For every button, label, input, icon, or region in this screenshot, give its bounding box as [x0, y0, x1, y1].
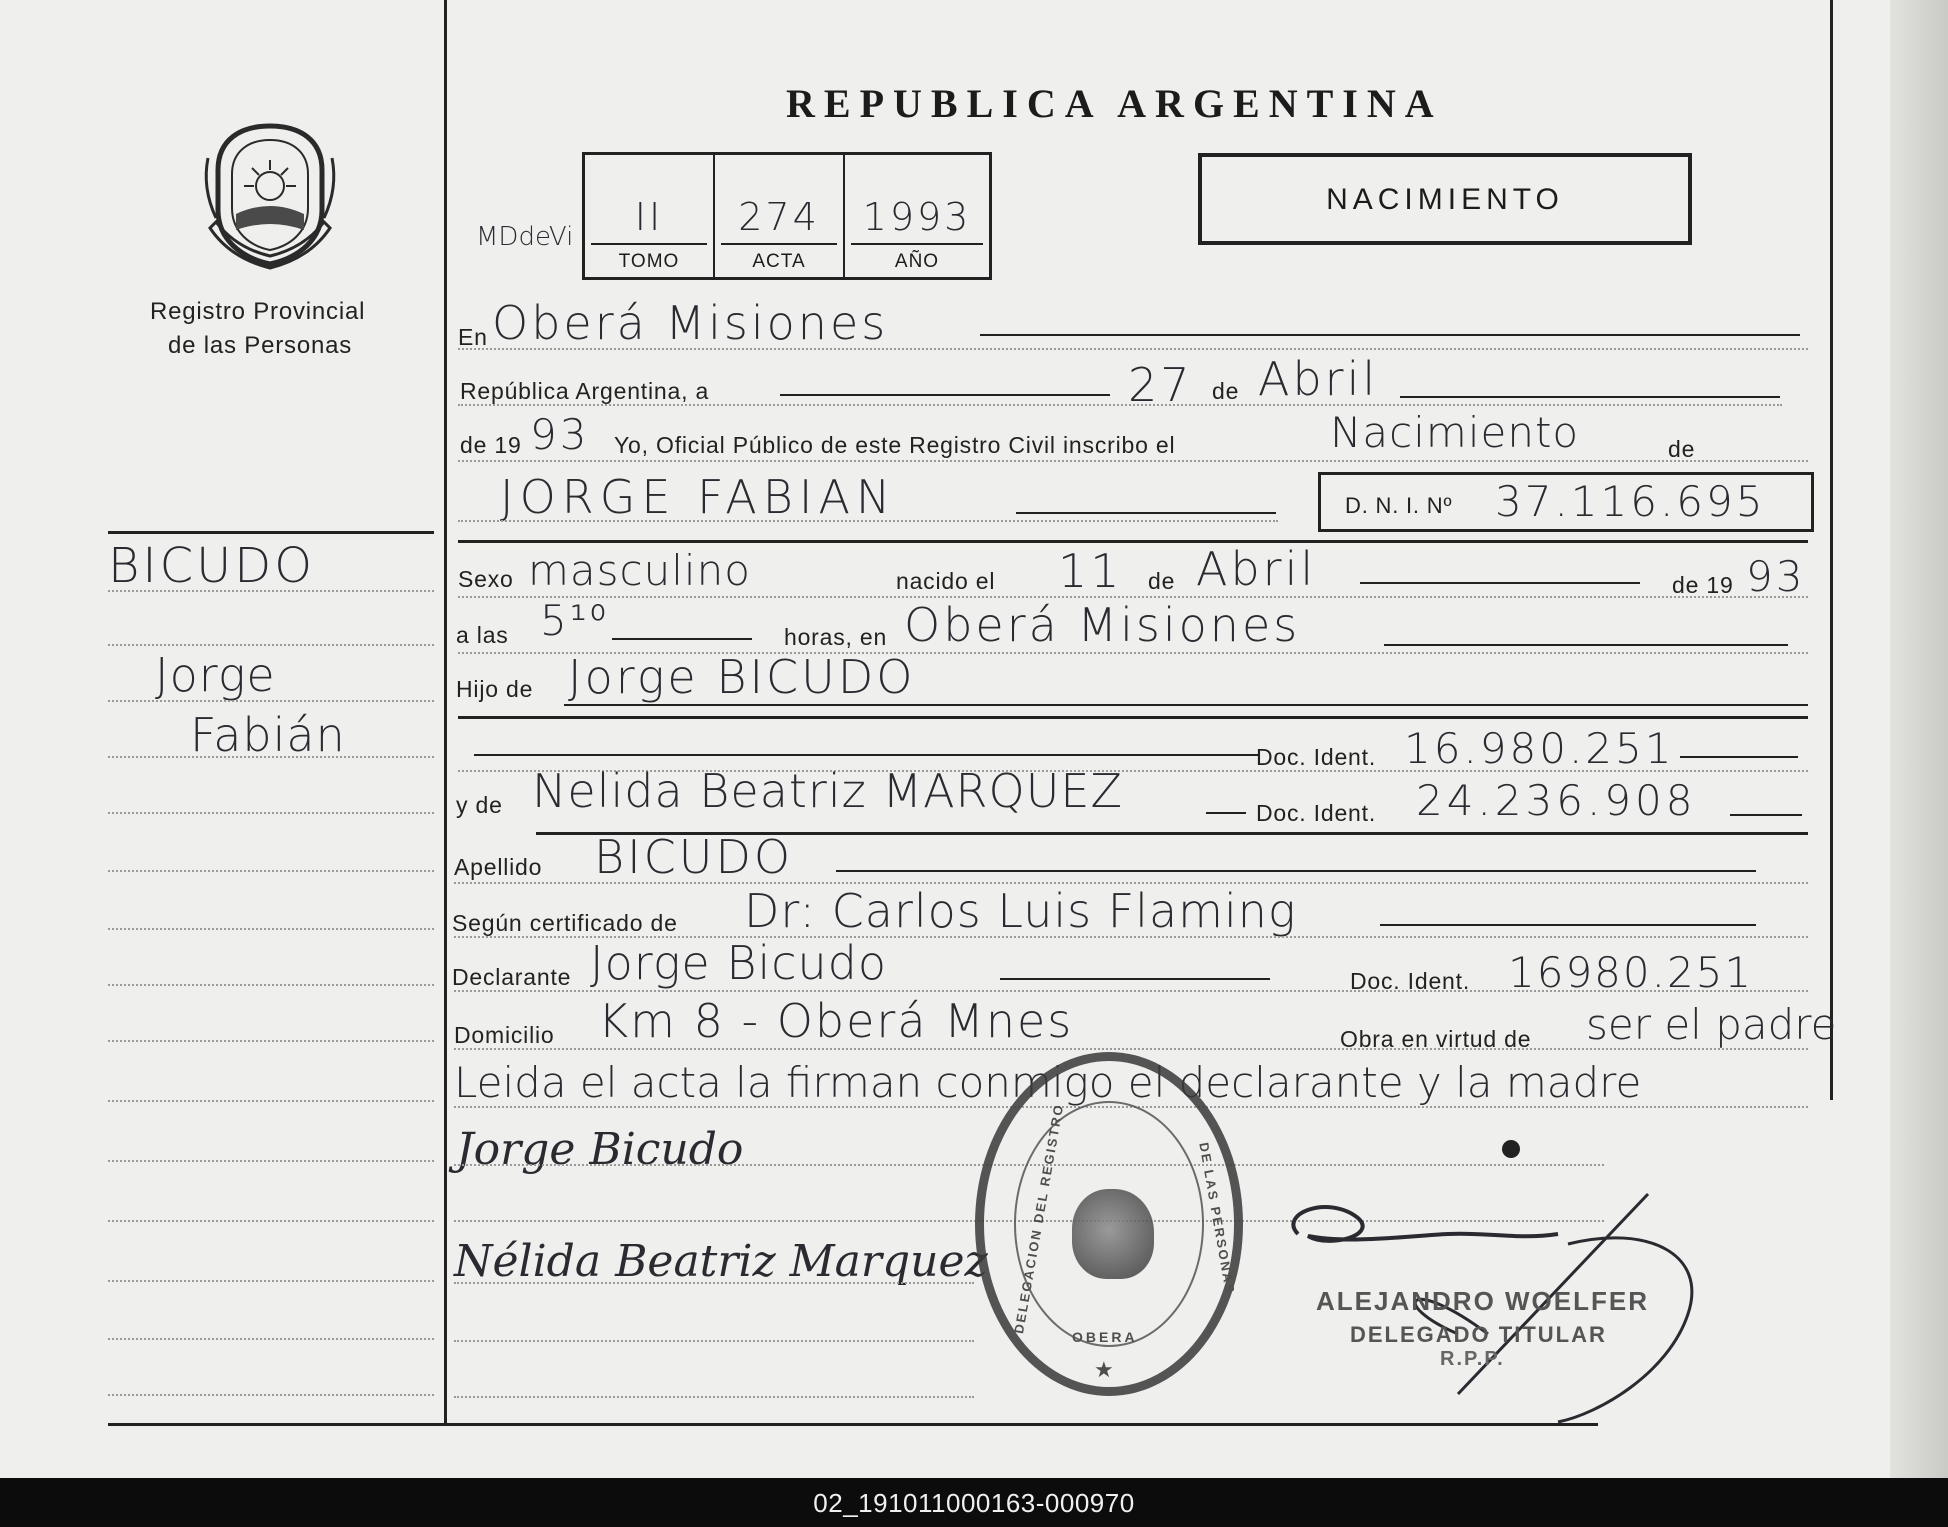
obra-value: ser el padre	[1586, 1000, 1837, 1049]
mother-doc-label: Doc. Ident.	[1256, 800, 1377, 826]
birth-year-suffix: 93	[1746, 552, 1806, 601]
child-name: JORGE FABIAN	[500, 470, 897, 524]
registry-table	[582, 152, 992, 280]
dni-value: 37.116.695	[1495, 477, 1766, 526]
officer-title: DELEGADO TITULAR	[1350, 1322, 1607, 1347]
event-de-label: de	[1668, 436, 1696, 462]
declarante-value: Jorge Bicudo	[590, 936, 888, 990]
signature-declarante: Jorge Bicudo	[456, 1124, 744, 1175]
margin-rule	[108, 590, 434, 592]
margin-rule	[108, 1280, 434, 1282]
a-las-label: a las	[456, 622, 509, 648]
anio-label: AÑO	[894, 251, 940, 272]
office-name-line1: Registro Provincial	[150, 298, 366, 325]
margin-rule	[108, 756, 434, 758]
office-name-line2: de las Personas	[168, 332, 353, 359]
dni-box	[1318, 472, 1814, 532]
tomo-label: TOMO	[618, 251, 680, 272]
margin-rule	[108, 812, 434, 814]
father-name: Jorge BICUDO	[568, 650, 916, 704]
en-label: En	[458, 324, 488, 350]
place-value: Oberá Misiones	[492, 296, 889, 350]
officer-name: ALEJANDRO WOELFER	[1316, 1286, 1649, 1316]
registry-seal	[975, 1052, 1243, 1396]
margin-rule	[108, 1160, 434, 1162]
row-rule	[454, 1396, 974, 1398]
domicilio-value: Km 8 - Oberá Mnes	[598, 994, 1074, 1048]
apellido-label: Apellido	[454, 854, 543, 880]
anio-underline	[851, 243, 983, 245]
margin-given-name-2: Fabián	[190, 708, 346, 762]
registration-month: Abril	[1258, 352, 1379, 406]
declarante-doc: 16980.251	[1508, 948, 1754, 997]
certificate-type-box	[1198, 153, 1692, 245]
declarante-label: Declarante	[452, 964, 572, 990]
mother-doc-suffix-line	[1730, 814, 1802, 816]
margin-rule	[108, 1100, 434, 1102]
sexo-label: Sexo	[458, 566, 514, 592]
seal-text-bottom: OBERA	[1072, 1329, 1138, 1345]
footer-bar	[0, 1478, 1948, 1527]
row-rule	[454, 990, 1808, 992]
republica-label: República Argentina, a	[460, 378, 710, 404]
section-rule	[458, 540, 1808, 543]
horas-label: horas, en	[784, 624, 888, 650]
mother-name: Nelida Beatriz MARQUEZ	[532, 764, 1123, 818]
margin-rule	[108, 644, 434, 646]
child-name-underline	[1016, 512, 1276, 514]
sexo-value: masculino	[528, 546, 751, 595]
row-rule	[458, 520, 1278, 522]
margin-rule	[108, 1394, 434, 1396]
father-rule	[458, 716, 1808, 719]
seal-star-icon: ★	[1094, 1357, 1114, 1382]
segun-label: Según certificado de	[452, 910, 678, 936]
acta-value: 274	[738, 195, 820, 239]
registration-de-label: de	[1212, 378, 1240, 404]
month-underline	[1400, 396, 1780, 398]
row-rule	[454, 1340, 974, 1342]
officer-text: Yo, Oficial Público de este Registro Civil inscribo el	[614, 432, 1176, 458]
mother-doc: 24.236.908	[1416, 776, 1697, 825]
father-doc-label: Doc. Ident.	[1256, 744, 1377, 770]
registration-day: 27	[1128, 358, 1193, 412]
birth-place-underline	[1384, 644, 1788, 646]
acta-label: ACTA	[752, 251, 806, 272]
seal-text-left: DELEGACION DEL REGISTRO	[1011, 1102, 1067, 1335]
anio-value: 1993	[862, 195, 972, 239]
y-de-label: y de	[456, 792, 503, 818]
seal-text-right: DE LAS PERSONAS	[1196, 1141, 1238, 1296]
image-code: 02_191011000163-000970	[813, 1488, 1135, 1518]
margin-given-name-1: Jorge	[155, 648, 276, 702]
margin-top-rule	[108, 531, 434, 534]
margin-rule	[108, 928, 434, 930]
margin-rule	[108, 1338, 434, 1340]
margin-rule	[108, 984, 434, 986]
row-rule	[454, 1048, 1808, 1050]
obra-label: Obra en virtud de	[1340, 1026, 1532, 1052]
domicilio-label: Domicilio	[454, 1022, 555, 1048]
declarante-underline	[1000, 978, 1270, 980]
father-underline	[564, 704, 1808, 706]
birth-month-underline	[1360, 582, 1640, 584]
row-rule	[458, 348, 1808, 350]
anio-cell	[845, 155, 989, 277]
officer-initials: R.P.P.	[1440, 1348, 1505, 1370]
right-frame-line	[1830, 0, 1833, 1100]
row-rule	[454, 1282, 974, 1284]
left-column-divider	[444, 0, 447, 1426]
year-prefix-label: de 19	[460, 432, 522, 458]
country-title: REPUBLICA ARGENTINA	[786, 81, 1443, 126]
nacido-label: nacido el	[896, 568, 996, 594]
signature-mother: Nélida Beatriz Marquez	[454, 1236, 988, 1287]
birth-place: Oberá Misiones	[904, 598, 1301, 652]
registry-prefix: MDdeVi	[476, 222, 574, 252]
margin-rule	[108, 1040, 434, 1042]
birth-year-label: de 19	[1672, 572, 1734, 598]
margin-surname: BICUDO	[108, 538, 315, 594]
apellido-value: BICUDO	[594, 830, 794, 884]
row-rule	[458, 404, 1782, 406]
apellido-underline	[836, 870, 1756, 872]
closing-text: Leida el acta la firman conmigo el declarante y la madre	[454, 1058, 1642, 1107]
seal-portrait-icon	[1072, 1189, 1154, 1279]
father-doc-suffix-line	[1680, 756, 1798, 758]
declarante-doc-label: Doc. Ident.	[1350, 968, 1471, 994]
margin-rule	[108, 870, 434, 872]
birth-month: Abril	[1196, 542, 1317, 596]
tomo-underline	[591, 243, 707, 245]
dni-label: D. N. I. Nº	[1345, 493, 1453, 518]
page-edge-shadow	[1890, 0, 1948, 1478]
registration-year-suffix: 93	[530, 410, 590, 459]
birth-time: 5¹⁰	[540, 596, 610, 645]
father-doc: 16.980.251	[1404, 724, 1675, 773]
time-underline	[612, 638, 752, 640]
place-underline	[980, 334, 1800, 336]
margin-rule	[108, 1220, 434, 1222]
event-value: Nacimiento	[1330, 408, 1580, 457]
birth-de-label: de	[1148, 568, 1176, 594]
father-doc-prefix-line	[474, 754, 1258, 756]
margin-rule	[108, 700, 434, 702]
acta-underline	[721, 243, 837, 245]
doctor-underline	[1380, 924, 1756, 926]
ink-dot	[1502, 1140, 1520, 1158]
provincial-emblem-icon	[200, 118, 340, 270]
row-rule	[458, 460, 1808, 462]
hijo-label: Hijo de	[456, 676, 534, 702]
doctor-value: Dr: Carlos Luis Flaming	[744, 884, 1297, 938]
birth-day: 11	[1058, 544, 1123, 598]
mother-name-underline	[1206, 812, 1246, 814]
date-prefix-underline	[780, 394, 1110, 396]
tomo-cell	[585, 155, 715, 277]
tomo-value: II	[634, 195, 664, 239]
certificate-type: NACIMIENTO	[1326, 183, 1564, 216]
acta-cell	[715, 155, 845, 277]
